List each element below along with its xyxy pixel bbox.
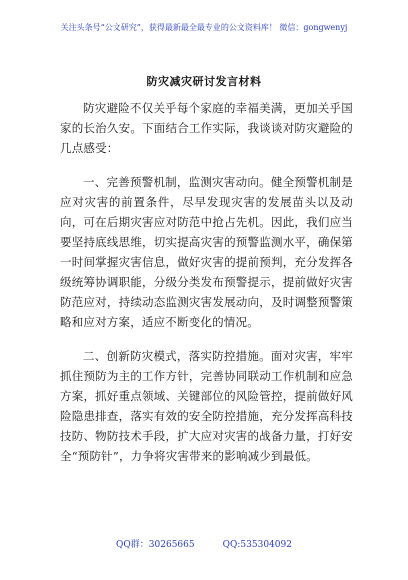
- footer-contact: [0, 537, 408, 550]
- paragraph-early-warning: 一、完善预警机制，监测灾害动向。健全预警机制是应对灾害的前置条件，尽早发现灾害的发展苗头以及动向，可在后期灾害应对防范中抢占先机。因此，我们应当要坚持底线思维，切实提高灾害的预警监测水平，确保第一时间掌握灾害信息，做好灾害的提前预判，充分发挥各级统筹协调职能，分级分类发布预警提示，提前做好灾害防范应对，持续动态监测灾害发展动向，及时调整预警策略和应对方案，适应不断变化的情况。: [60, 175, 353, 329]
- paragraph-intro: 防灾避险不仅关乎每个家庭的幸福美满，更加关乎国家的长治久安。下面结合工作实际，我谈谈对防灾避险的几点感受：: [60, 101, 353, 155]
- footer-qq[interactable]: QQ:535304092: [222, 540, 292, 550]
- paragraph-prevention: 二、创新防灾模式，落实防控措施。面对灾害，牢牢抓住预防为主的工作方针，完善协同联动工作机制和应急方案，抓好重点领域、关键部位的风险管控，提前做好风险隐患排查，落实有效的安全防控措施，充分发挥高科技技防、物防技术手段，扩大应对灾害的战备力量，打好安全“预防针”，力争将灾害带来的影响减少到最低。: [60, 349, 353, 463]
- document-body: [60, 98, 353, 466]
- header-banner[interactable]: 关注头条号“公文研究”，获得最新最全最专业的公文资料库！ 微信：gongwenyj: [60, 23, 348, 32]
- footer-qq-group[interactable]: QQ群：30265665: [116, 540, 195, 550]
- document-title: 防灾减灾研讨发言材料: [146, 75, 262, 88]
